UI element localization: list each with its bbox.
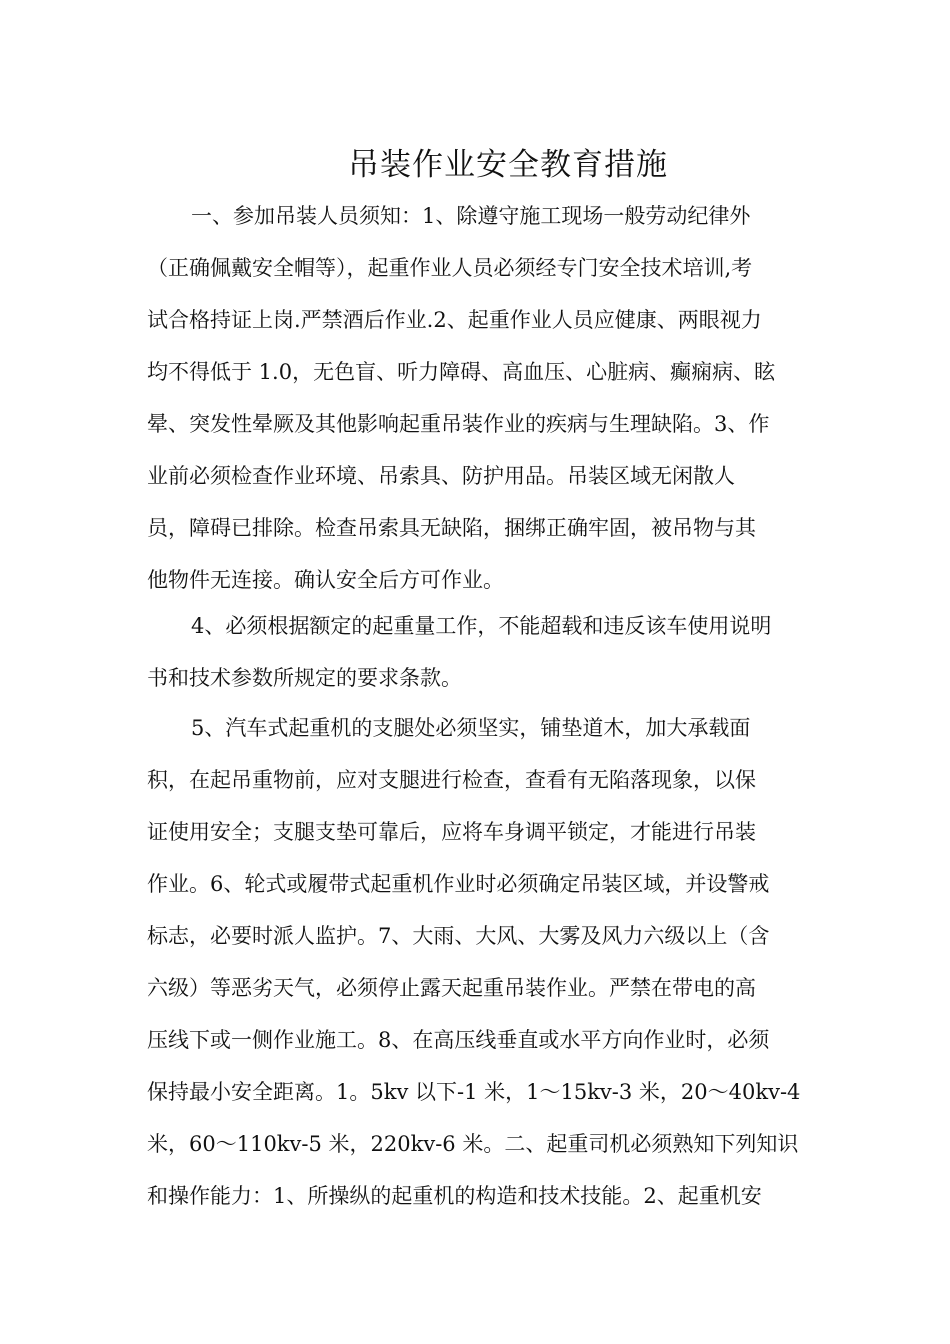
text-line: 六级）等恶劣天气，必须停止露天起重吊装作业。严禁在带电的高 — [147, 976, 756, 1000]
text-line: 书和技术参数所规定的要求条款。 — [147, 666, 462, 690]
text-line: 业前必须检查作业环境、吊索具、防护用品。吊装区域无闲散人 — [147, 464, 735, 488]
text-line: 他物件无连接。确认安全后方可作业。 — [147, 568, 504, 592]
text-line: 试合格持证上岗.严禁酒后作业.2、起重作业人员应健康、两眼视力 — [147, 308, 762, 332]
text-line: 保持最小安全距离。1。5kv 以下-1 米，1～15kv-3 米，20～40kv-4 — [147, 1080, 801, 1104]
document-title: 吊装作业安全教育措施 — [348, 146, 668, 183]
text-line: 米，60～110kv-5 米，220kv-6 米。二、起重司机必须熟知下列知识 — [147, 1132, 799, 1156]
paragraph-3 — [147, 702, 807, 1222]
text-line: 晕、突发性晕厥及其他影响起重吊装作业的疾病与生理缺陷。3、作 — [147, 412, 770, 436]
text-line: 证使用安全；支腿支垫可靠后，应将车身调平锁定，才能进行吊装 — [147, 820, 756, 844]
paragraph-2 — [147, 600, 807, 704]
text-line: 和操作能力：1、所操纵的起重机的构造和技术技能。2、起重机安 — [147, 1184, 762, 1208]
text-line: （正确佩戴安全帽等），起重作业人员必须经专门安全技术培训,考 — [147, 256, 753, 280]
text-line: 积，在起吊重物前，应对支腿进行检查，查看有无陷落现象，以保 — [147, 768, 756, 792]
paragraph-1 — [147, 190, 807, 606]
text-line: 5、汽车式起重机的支腿处必须坚实，铺垫道木，加大承载面 — [191, 716, 751, 740]
text-line: 压线下或一侧作业施工。8、在高压线垂直或水平方向作业时，必须 — [147, 1028, 770, 1052]
text-line: 标志，必要时派人监护。7、大雨、大风、大雾及风力六级以上（含 — [147, 924, 770, 948]
text-line: 员，障碍已排除。检查吊索具无缺陷，捆绑正确牢固，被吊物与其 — [147, 516, 756, 540]
text-line: 作业。6、轮式或履带式起重机作业时必须确定吊装区域，并设警戒 — [147, 872, 770, 896]
text-line: 均不得低于 1.0，无色盲、听力障碍、高血压、心脏病、癫痫病、眩 — [147, 360, 776, 384]
text-line: 一、参加吊装人员须知：1、除遵守施工现场一般劳动纪律外 — [191, 204, 751, 228]
text-line: 4、必须根据额定的起重量工作，不能超载和违反该车使用说明 — [191, 614, 772, 638]
